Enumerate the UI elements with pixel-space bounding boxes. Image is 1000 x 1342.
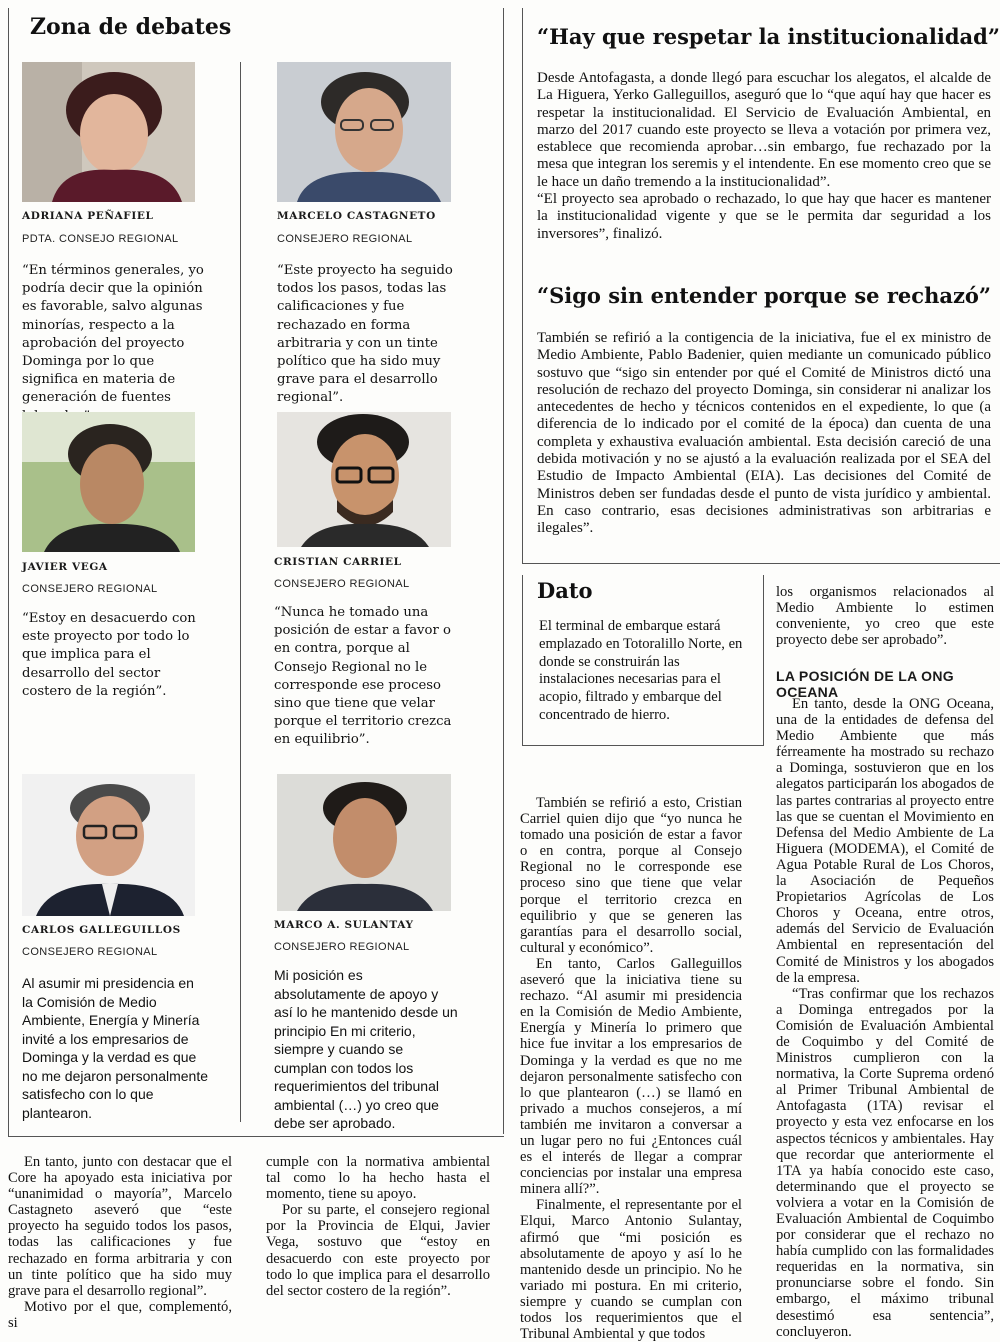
- sigo-body: [537, 330, 991, 538]
- profile-role: PDTA. CONSEJO REGIONAL: [22, 233, 179, 245]
- profile-role: CONSEJERO REGIONAL: [22, 583, 158, 595]
- section-title: Zona de debates: [30, 14, 232, 40]
- bottom-left-col2: [266, 1154, 490, 1299]
- profile-name: JAVIER VEGA: [22, 561, 108, 573]
- profile-quote: Al asumir mi presidencia en la Comisión de Medio Ambiente, Energía y Minería invité a los empresarios de Dominga y la verdad es que no me dejaron personalmente satisfecho con lo que plantearon.: [22, 975, 209, 1121]
- profile-name: MARCO A. SULANTAY: [274, 919, 414, 931]
- paragraph: cumple con la normativa ambiental tal como lo ha hecho hasta el momento, tiene su apoyo.: [266, 1154, 490, 1203]
- paragraph: En tanto, desde la ONG Oceana, una de la entidades de defensa del Medio Ambiente que más férreamente ha mostrado su rechazo a Dominga, sostuvieron que en los alegatos participarán los abogados de las partes contrarias al proyecto entre las que se cuentan el Movimiento en Defensa del Medio Ambiente de La Higuera (MODEMA), el Comité de Agua Potable Rural de Los Choros, la Asociación de Pequeños Propietarios Agrícolas de Los Choros y Oceana, entre otros, además del Servicio de Evaluación Ambiental en representación del Comité de Ministros y los abogados de la empresa.: [776, 696, 995, 986]
- profile-name: ADRIANA PEÑAFIEL: [22, 210, 154, 222]
- paragraph: “Tras confirmar que los rechazos a Dominga entregados por la Comisión de Evaluación Ambiental de Coquimbo y del Comité de Ministros cumplieron con la normativa, la Corte Suprema ordenó al Primer Tribunal Ambiental de Antofagasta (1TA) revisar el proyecto y esta vez enfocarse en los aspectos técnicos y ambientales. Hay que recordar que anteriormente el 1TA ya había conocido este caso, determinando que el proyecto se volviera a votar en la Comisión de Evaluación Ambiental de Coquimbo por considerar que el rechazo no había cumplido con las formalidades requeridas en la normativa, sin pronunciarse sobre el fondo. Sin embargo, el máximo tribunal desestimó esa sentencia”, concluyeron.: [776, 985, 994, 1340]
- paragraph: Por su parte, el consejero regional por la Provincia de Elqui, Javier Vega, sostuvo que “estoy en desacuerdo con este proyecto por todo lo que implica para el desarrollo del sector costero de la región”.: [266, 1202, 490, 1299]
- oceana-subhead: LA POSICIÓN DE LA ONG OCEANA: [776, 668, 954, 700]
- column-divider: [240, 62, 241, 1122]
- portrait-cristian-carriel: [277, 412, 451, 547]
- profile-quote: “En términos generales, yo podría decir que la opinión es favorable, salvo algunas minorías, respecto a la aprobación del proyecto Dominga por lo que significa en materia de generación de fuentes: [22, 263, 204, 406]
- profile-role: CONSEJERO REGIONAL: [274, 941, 410, 953]
- institucionalidad-body: [537, 70, 991, 243]
- bottom-separator: [8, 1136, 504, 1137]
- dato-text: [539, 618, 747, 725]
- right-column: [776, 696, 994, 1340]
- profile-quote: “Nunca he tomado una posición de estar a favor o en contra, porque al Consejo Regional no le corresponde ese proceso sino que tiene que velar porque el territorio crezca en equilibrio”.: [274, 605, 452, 748]
- left-border-rule: [8, 8, 9, 1136]
- portrait-javier-vega: [22, 412, 195, 552]
- profile-quote: “Estoy en desacuerdo con este proyecto por todo lo que implica para el desarrollo del sector costero de la región”.: [22, 611, 196, 699]
- paragraph: También se refirió a la contigencia de la iniciativa, fue el ex ministro de Medio Ambiente, Pablo Badenier, quien mediante un comunicado público sostuvo que “sigo sin entender por qué el Comité de Ministros dictó una resolución de rechazo del proyecto Dominga, sin considerar ni analizar los antecedentes de hecho y técnicos contenidos en el expediente, lo que (a diferencia de lo indicado por el comité de la época) dan cuenta de una completa y exhaustiva evaluación ambiental. Esta decisión careció de una debida motivación y no se ajustó a la evaluación realizada por el SEA del Estudio de Impacto Ambiental (EIA). Las decisiones del Comité de Ministros deben ser fundadas desde el punto de vista jurídico y ambiental. En caso contrario, esas decisiones administrativas son arbitrarias e ilegales”.: [537, 330, 991, 537]
- profile-name: CARLOS GALLEGUILLOS: [22, 924, 181, 936]
- paragraph: Desde Antofagasta, a donde llegó para escuchar los alegatos, el alcalde de La Higuera, Yerko Galleguillos, aseguró que lo “que aquí hay que hacer es respetar la institucionalidad. El Servicio de Evaluación Ambiental, en marzo del 2017 cuando este proyecto se lleva a votación por primera vez, establece que recomienda aprobar…sin embargo, fue rechazado por la mesa que integran los seremis y el intendente. En ese momento creo que se le hace un daño tremendo a la institucionalidad”.: [537, 70, 991, 190]
- dato-title: Dato: [537, 578, 593, 603]
- profile-role: CONSEJERO REGIONAL: [277, 233, 413, 245]
- portrait-marco-sulantay: [277, 774, 451, 911]
- bottom-left-col1: [8, 1154, 232, 1331]
- paragraph: los organismos relacionados al Medio Ambiente lo estimen conveniente, yo creo que este proyecto debe ser aprobado”.: [776, 584, 994, 649]
- paragraph: También se refirió a esto, Cristian Carriel quien dijo que “yo nunca he tomado una posición de estar a favor o en contra, porque al Consejo Regional no le corresponde ese proceso sino que tiene que velar porque el territorio crezca en equilibrio y que se generen las garantías para el desarrollo social, cultural y económico”.: [520, 795, 742, 956]
- section-divider: [503, 8, 504, 1134]
- profile-name: CRISTIAN CARRIEL: [274, 556, 402, 568]
- paragraph: En tanto, junto con destacar que el Core ha apoyado esta iniciativa por “unanimidad o mayoría”, Marcelo Castagneto aseveró que “este proyecto ha seguido todos los pasos, todas las calificaciones y fue rechazado en forma arbitraria y con un tinte político que ha sido muy grave para el desarrollo regional”.: [8, 1154, 232, 1299]
- right-column-lead: [776, 584, 994, 648]
- paragraph: En tanto, Carlos Galleguillos aseveró que la iniciativa tiene su rechazo. “Al asumir mi presidencia en la Comisión de Medio Ambiente, Energía y Minería lo primero que hice fue invitar a los empresarios de Dominga y la verdad es que no me dejaron personalmente satisfecho con lo que plantearon (…) se llamó en privado a muchos consejeros, a mí también me invitaron a conversar a un lugar pero no fui ¿Entonces cuál es el interés de llegar a comprar conciencias por instalar una empresa minera allí?”.: [520, 955, 742, 1198]
- profile-role: CONSEJERO REGIONAL: [274, 578, 410, 590]
- profile-quote: “Este proyecto ha seguido todos los pasos, todas las calificaciones y fue rechazado en forma arbitraria y con un tinte político que ha sido muy grave para el desarrollo regional”.: [277, 263, 453, 406]
- feature-box-left-rule: [522, 8, 523, 563]
- profile-quote: Mi posición es absolutamente de apoyo y así lo he mantenido desde un principio En mi criterio, siempre y cuando se cumplan con todos los requerimientos del tribunal ambiental (…) yo creo que debe ser aprobado.: [274, 967, 458, 1131]
- paragraph: “El proyecto sea aprobado o rechazado, lo que hay que hacer es mantener la institucionalidad vigente y que se le permita dar seguridad a los inversores”, finalizó.: [537, 191, 991, 242]
- headline-sigo-sin-entender: “Sigo sin entender porque se rechazó”: [537, 283, 991, 308]
- portrait-carlos-galleguillos: [22, 774, 195, 916]
- dato-box-rule-bottom: [522, 745, 764, 746]
- dato-box-rule-left: [522, 575, 523, 745]
- mid-column: [520, 795, 742, 1342]
- profile-role: CONSEJERO REGIONAL: [22, 946, 158, 958]
- feature-box-bottom-rule: [522, 563, 1000, 564]
- portrait-marcelo-castagneto: [277, 62, 451, 202]
- paragraph: Finalmente, el representante por el Elqui, Marco Antonio Sulantay, afirmó que “mi posición es absolutamente de apoyo y así lo he mantenido desde un principio. No he variado mi postura. En mi criterio, siempre y cuando se cumplan con todos los requerimientos que el Tribunal Ambiental y que todos: [520, 1197, 742, 1342]
- paragraph: El terminal de embarque estará emplazado en Totoralillo Norte, en donde se construirán las instalaciones necesarias para el acopio, filtrado y embarque del concentrado de hierro.: [539, 618, 743, 723]
- profile-name: MARCELO CASTAGNETO: [277, 210, 436, 222]
- portrait-adriana-penafiel: [22, 62, 195, 202]
- dato-box-rule-right: [763, 575, 764, 745]
- headline-institucionalidad: “Hay que respetar la institucionalidad”: [537, 24, 1000, 49]
- paragraph: Motivo por el que, complementó, si: [8, 1298, 232, 1331]
